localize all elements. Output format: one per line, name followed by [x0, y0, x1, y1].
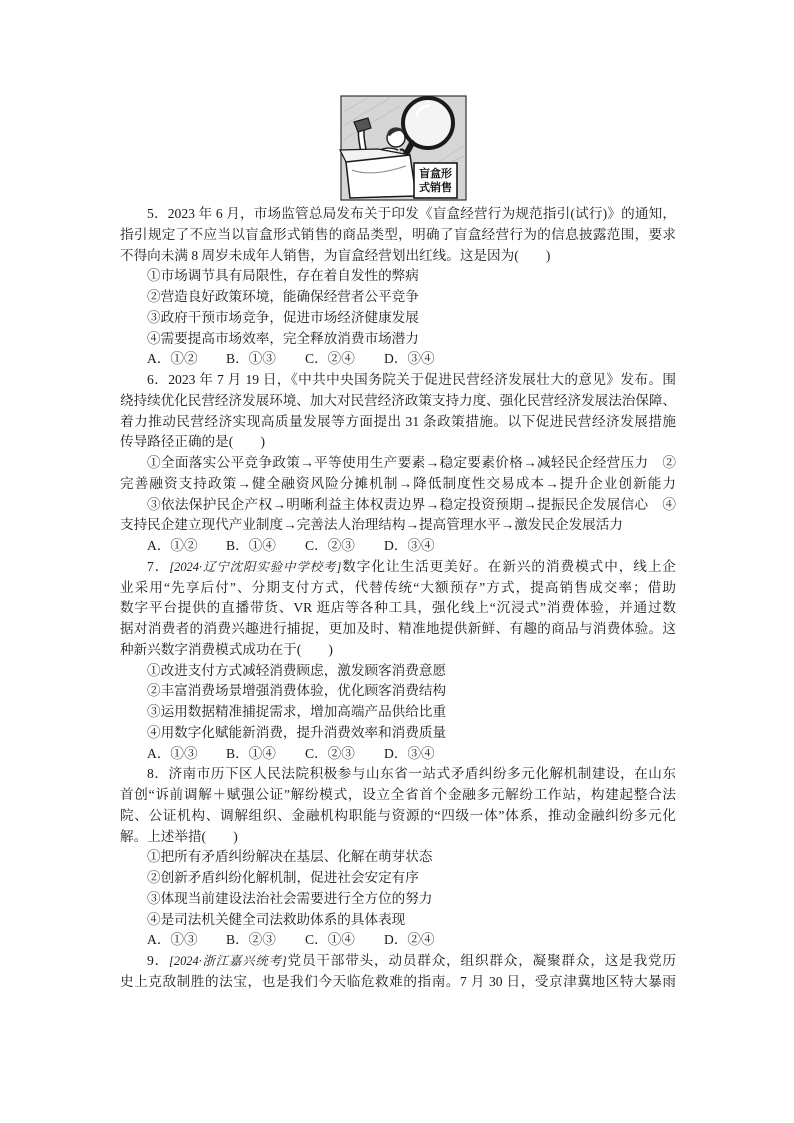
- question-6-option: 支持民企建立现代产业制度→完善法人治理结构→提高管理水平→激发民企发展活力: [120, 517, 623, 533]
- question-7-stem-line: 据对消费者的消费兴趣进行捕捉，更加及时、精准地提供新鲜、有趣的商品与消费体验。这: [120, 621, 676, 636]
- question-stem-text: 2023 年 7 月 19 日，《中共中央国务院关于促进民营经济发展壮大的意见》发布。围: [168, 372, 676, 387]
- choice-b: B．①③: [226, 351, 276, 367]
- question-8-choices: [120, 930, 676, 951]
- choice-d: D．③④: [384, 745, 435, 761]
- question-7-option: ①改进支付方式减轻消费顾虑，激发顾客消费意愿: [147, 662, 447, 678]
- question-stem-text: 数字化让生活更美好。在新兴的消费模式中，线上企: [341, 558, 677, 574]
- question-8: [120, 764, 676, 951]
- question-7-option: ②丰富消费场景增强消费体验，优化顾客消费结构: [147, 683, 447, 699]
- choice-b: B．②③: [226, 932, 276, 948]
- question-source: [2024·辽宁沈阳实验中学校考]: [169, 559, 342, 574]
- question-5-choices: [120, 349, 676, 370]
- question-source: [2024·浙江嘉兴统考]: [169, 954, 287, 968]
- blind-box-sales-label: [414, 163, 457, 198]
- question-6-option: ①全面落实公平竞争政策→平等使用生产要素→稳定要素价格→减轻民企经营压力 ②: [147, 455, 676, 470]
- choice-c: C．②④: [305, 351, 355, 367]
- choice-a: A．①②: [147, 538, 198, 553]
- question-list: [120, 204, 676, 993]
- question-8-stem-line: [120, 764, 676, 785]
- choice-d: D．③④: [384, 538, 435, 553]
- question-8-option: ①把所有矛盾纠纷解决在基层、化解在萌芽状态: [147, 849, 433, 865]
- question-7-stem-line: 业采用“先享后付”、分期支付方式，代替传统“大额预存”方式，提高销售成交率；借助: [120, 579, 676, 595]
- question-7-option: ③运用数据精准捕捉需求，增加高端产品供给比重: [147, 704, 447, 719]
- question-6-stem-line: 着力推动民营经济实现高质量发展等方面提出 31 条政策措施。以下促进民营经济发展措施: [120, 413, 676, 429]
- choice-a: A．①②: [147, 351, 198, 367]
- question-8-stem-line: 院、公证机构、调解组织、金融机构职能与资源的“四级一体”体系，推动金融纠纷多元化: [120, 807, 676, 823]
- choice-c: C．②③: [305, 745, 355, 761]
- question-number: 6．: [147, 372, 169, 387]
- question-9-stem-line: 史上克敌制胜的法宝，也是我们今天临危救难的指南。7 月 30 日，受京津冀地区特大暴雨: [120, 973, 676, 989]
- question-6-stem-line: [120, 370, 676, 391]
- choice-d: D．③④: [384, 351, 435, 367]
- question-8-option: ③体现当前建设法治社会需要进行全方位的努力: [147, 890, 433, 906]
- label-line-2: 式销售: [419, 181, 452, 194]
- question-5-stem-line: 不得向未满 8 周岁未成年人销售，为盲盒经营划出红线。这是因为( ): [120, 247, 551, 263]
- question-number: 8．: [147, 766, 169, 782]
- choice-a: A．①③: [147, 745, 198, 761]
- question-8-stem-line: 解。上述举措( ): [120, 828, 238, 844]
- choice-b: B．①④: [226, 745, 276, 761]
- question-8-option: ④是司法机关健全司法救助体系的具体表现: [147, 911, 406, 927]
- question-6-stem-line: 传导路径正确的是( ): [120, 434, 265, 450]
- choice-a: A．①③: [147, 932, 198, 948]
- question-stem-text: 济南市历下区人民法院积极参与山东省一站式矛盾纠纷多元化解机制建设，在山东: [168, 766, 677, 782]
- question-7-stem-line: 数字平台提供的直播带货、VR 逛店等各种工具，强化线上“沉浸式”消费体验，并通过数: [120, 600, 676, 616]
- question-7-stem-line: 种新兴数字消费模式成功在于( ): [120, 641, 333, 657]
- question-7-option: ④用数字化赋能新消费，提升消费效率和消费质量: [147, 724, 447, 740]
- choice-c: C．①④: [305, 932, 355, 948]
- question-stem-text: 党员干部带头，动员群众，组织群众，凝聚群众，这是我党历: [286, 953, 677, 968]
- question-6-option: ③依法保护民企产权→明晰利益主体权责边界→稳定投资预期→提振民企发展信心 ④: [147, 496, 676, 512]
- question-number: 7．: [147, 558, 170, 574]
- question-7-choices: [120, 744, 676, 765]
- question-6: [120, 370, 676, 557]
- question-8-stem-line: 首创“诉前调解＋赋强公证”解纷模式，设立全省首个金融多元解纷工作站，构建起整合法: [120, 787, 676, 802]
- question-6-choices: [120, 536, 676, 557]
- question-5-stem-line: 指引规定了不应当以盲盒形式销售的商品类型，明确了盲盒经营行为的信息披露范围，要求: [120, 226, 676, 242]
- question-9-stem-line: [120, 951, 676, 972]
- choice-d: D．②④: [384, 932, 435, 948]
- label-line-1: 盲盒形: [419, 167, 452, 180]
- question-9: [120, 951, 676, 993]
- choice-c: C．②③: [305, 538, 355, 553]
- question-5-option: ①市场调节具有局限性，存在着自发性的弊病: [147, 268, 419, 284]
- question-number: 5．: [147, 206, 168, 221]
- question-stem-text: 2023 年 6 月，市场监管总局发布关于印发《盲盒经营行为规范指引(试行)》的通知，: [167, 206, 677, 221]
- question-5-option: ③政府干预市场竞争，促进市场经济健康发展: [147, 309, 419, 325]
- question-5: [120, 204, 676, 370]
- question-number: 9．: [147, 953, 170, 968]
- question-5-stem-line: [120, 204, 676, 225]
- question-8-option: ②创新矛盾纠纷化解机制，促进社会安定有序: [147, 870, 419, 885]
- question-6-option: 完善融资支持政策→健全融资风险分摊机制→降低制度性交易成本→提升企业创新能力: [120, 475, 676, 491]
- question-5-option: ②营造良好政策环境，能确保经营者公平竞争: [147, 289, 419, 304]
- question-7-stem-line: [120, 557, 676, 578]
- question-5-option: ④需要提高市场效率，完全释放消费市场潜力: [147, 330, 419, 346]
- choice-b: B．①④: [226, 538, 276, 553]
- question-6-stem-line: 绕持续优化民营经济发展环境、加大对民营经济政策支持力度、强化民营经济发展法治保障、: [120, 392, 676, 408]
- blind-box-illustration: [338, 92, 470, 202]
- open-box: [340, 149, 416, 198]
- question-7: [120, 557, 676, 765]
